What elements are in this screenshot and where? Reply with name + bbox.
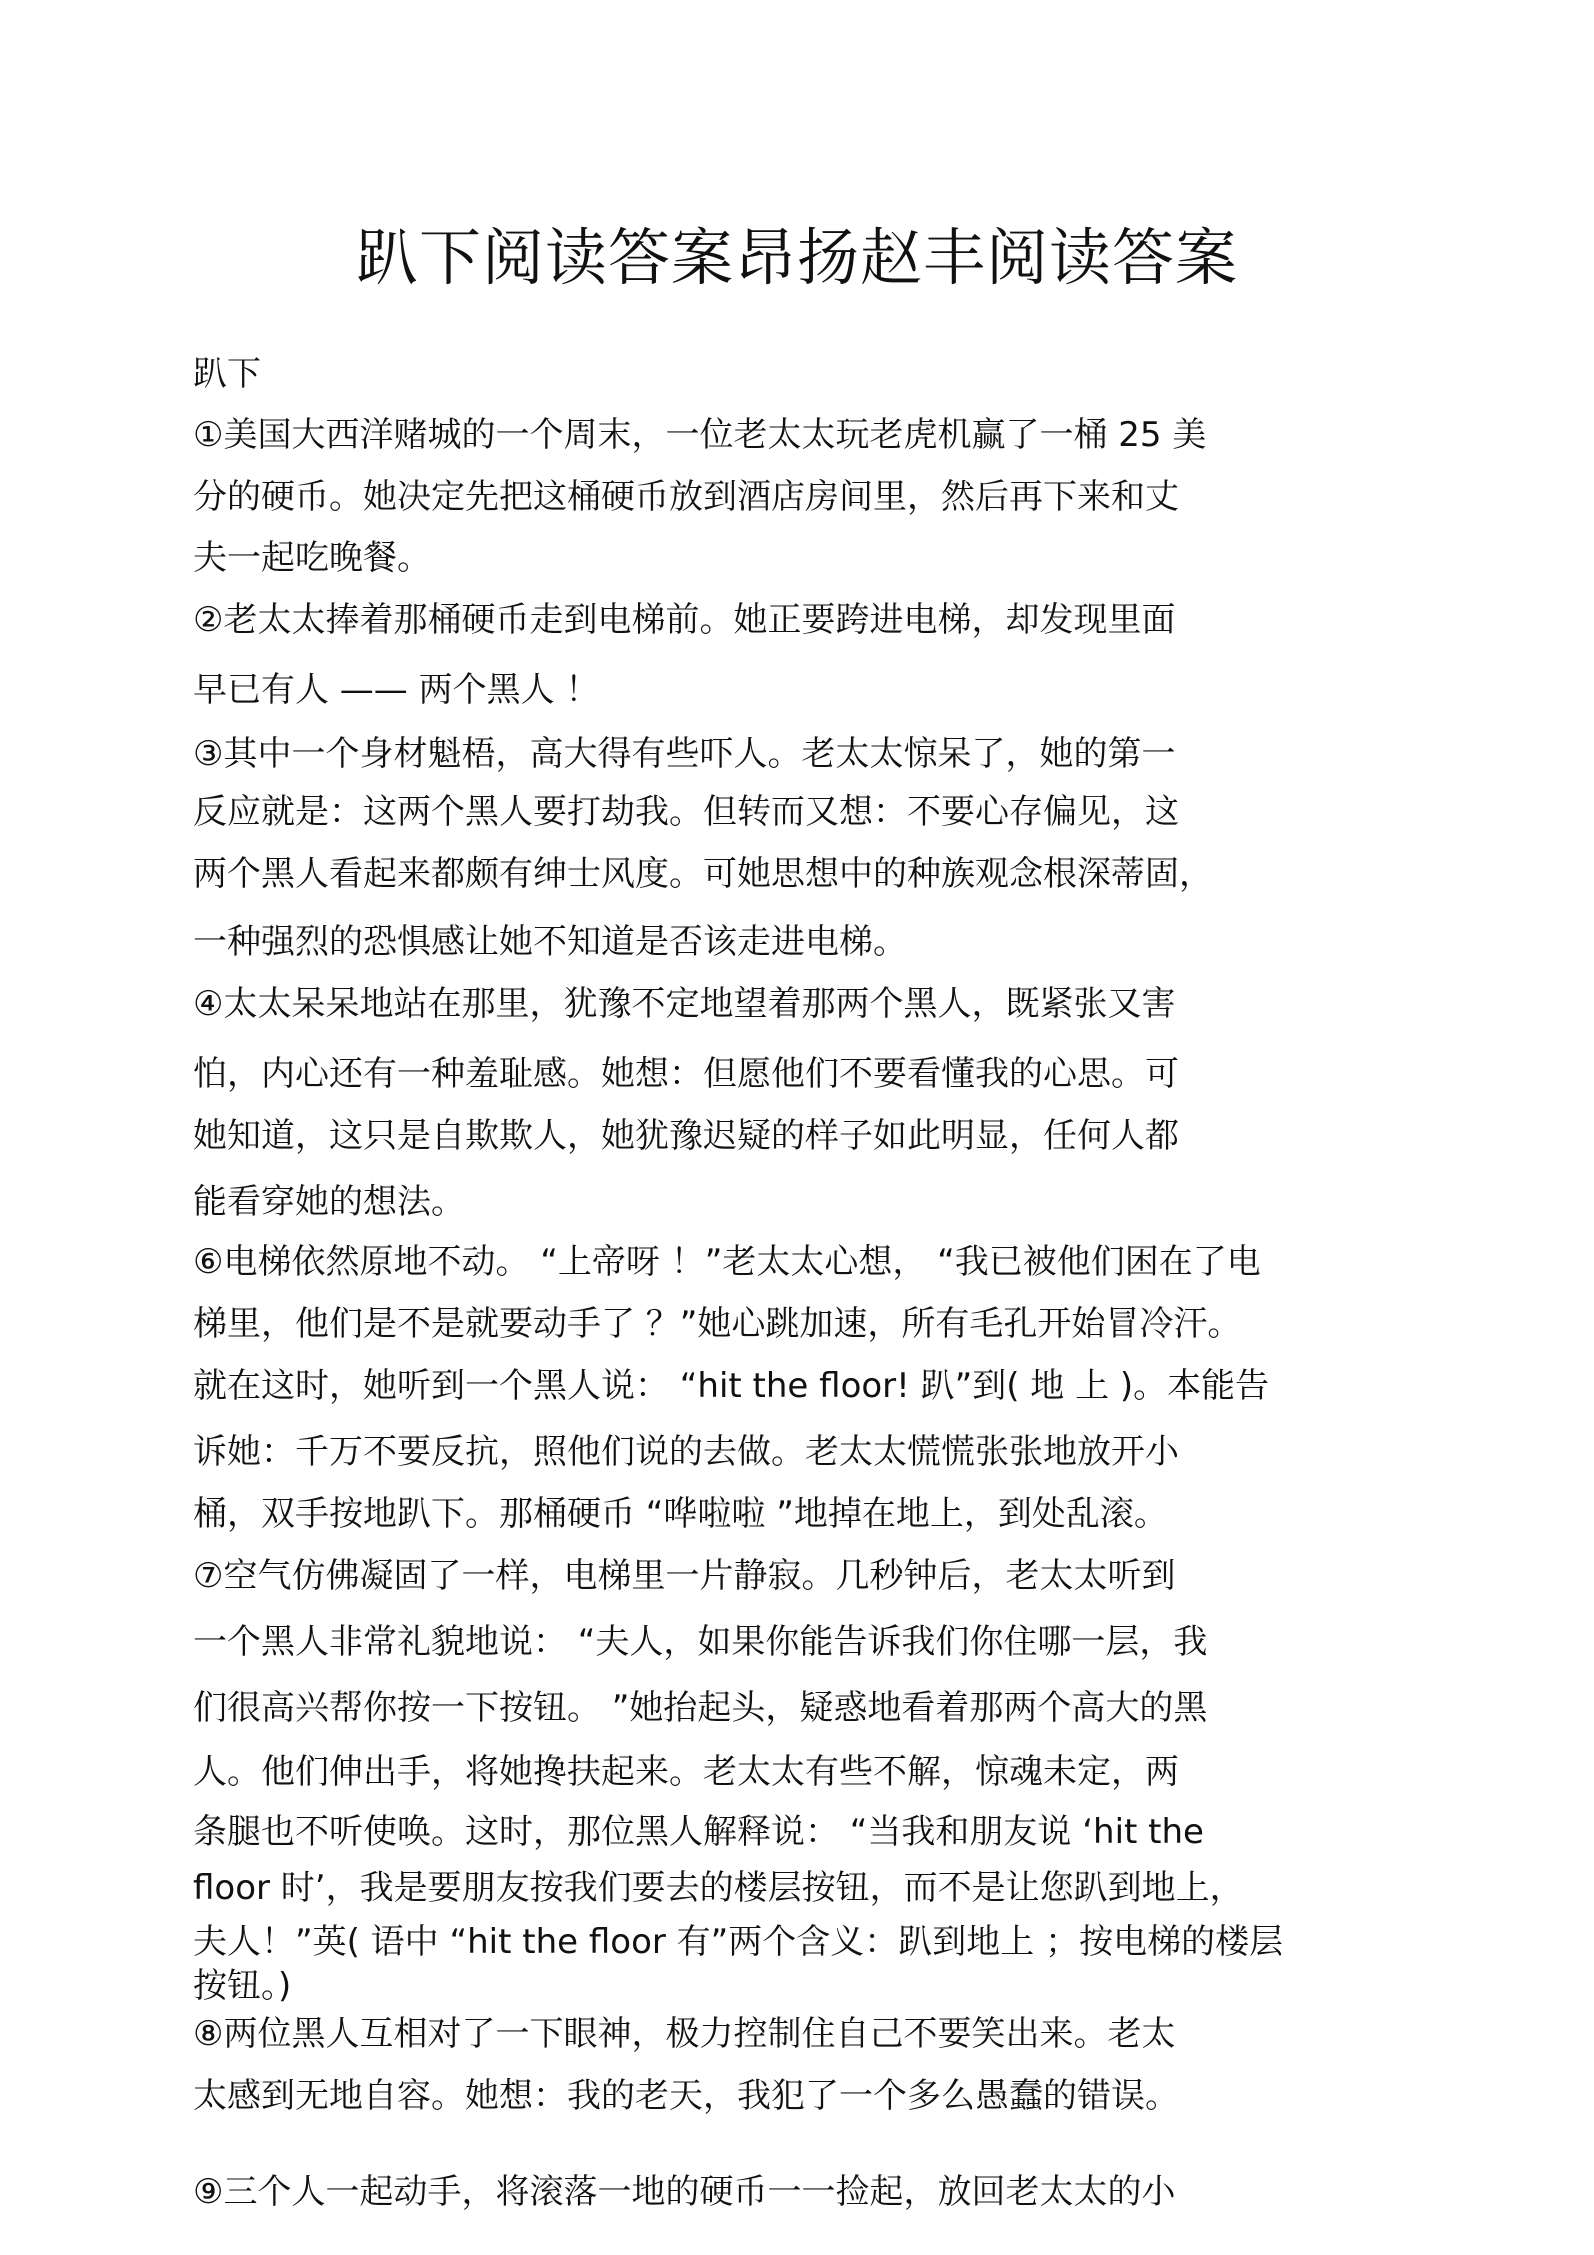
text-line: ③其中一个身材魁梧，高大得有些吓人。老太太惊呆了，她的第一 bbox=[193, 734, 1176, 774]
text-line: 她知道，这只是自欺欺人，她犹豫迟疑的样子如此明显，任何人都 bbox=[193, 1116, 1179, 1156]
text-line: 诉她：千万不要反抗，照他们说的去做。老太太慌慌张张地放开小 bbox=[193, 1432, 1179, 1472]
text-line: 分的硬币。她决定先把这桶硬币放到酒店房间里，然后再下来和丈 bbox=[193, 477, 1179, 517]
text-line: ②老太太捧着那桶硬币走到电梯前。她正要跨进电梯，却发现里面 bbox=[193, 600, 1176, 640]
text-line: 按钮。) bbox=[193, 1966, 292, 2006]
document-title: 趴下阅读答案昂扬赵丰阅读答案 bbox=[355, 221, 1238, 294]
text-line: 一种强烈的恐惧感让她不知道是否该走进电梯。 bbox=[193, 922, 907, 962]
text-line: 桶，双手按地趴下。那桶硬币 “哗啦啦 ”地掉在地上，到处乱滚。 bbox=[193, 1494, 1168, 1534]
text-line: 就在这时，她听到一个黑人说： “hit the floor! 趴”到( 地 上 )。本能告 bbox=[193, 1366, 1270, 1406]
text-line: 一个黑人非常礼貌地说： “夫人，如果你能告诉我们你住哪一层，我 bbox=[193, 1622, 1208, 1662]
text-line: 们很高兴帮你按一下按钮。 ”她抬起头，疑惑地看着那两个高大的黑 bbox=[193, 1688, 1208, 1728]
text-line: 人。他们伸出手，将她搀扶起来。老太太有些不解，惊魂未定，两 bbox=[193, 1752, 1179, 1792]
text-line: 夫一起吃晚餐。 bbox=[193, 538, 431, 578]
text-line: 能看穿她的想法。 bbox=[193, 1182, 465, 1222]
text-line: 梯里，他们是不是就要动手了 ？”她心跳加速，所有毛孔开始冒冷汗。 bbox=[193, 1304, 1242, 1344]
text-line: ⑨三个人一起动手，将滚落一地的硬币一一捡起，放回老太太的小 bbox=[193, 2172, 1176, 2212]
text-line: 条腿也不听使唤。这时，那位黑人解释说： “当我和朋友说 ‘hit the bbox=[193, 1812, 1204, 1852]
text-line: 反应就是：这两个黑人要打劫我。但转而又想：不要心存偏见，这 bbox=[193, 792, 1179, 832]
text-line: 怕，内心还有一种羞耻感。她想：但愿他们不要看懂我的心思。可 bbox=[193, 1054, 1179, 1094]
text-line: ④太太呆呆地站在那里，犹豫不定地望着那两个黑人，既紧张又害 bbox=[193, 984, 1176, 1024]
section-heading: 趴下 bbox=[193, 354, 261, 394]
text-line: ⑥电梯依然原地不动。 “上帝呀 ！”老太太心想， “我已被他们困在了电 bbox=[193, 1242, 1261, 1282]
text-line: 夫人！”英( 语中 “hit the floor 有”两个含义：趴到地上 ；按电梯的楼层 bbox=[193, 1922, 1284, 1962]
text-line: 早已有人 —— 两个黑人 ！ bbox=[193, 670, 600, 710]
text-line: ⑧两位黑人互相对了一下眼神，极力控制住自己不要笑出来。老太 bbox=[193, 2014, 1176, 2054]
text-line: floor 时’，我是要朋友按我们要去的楼层按钮，而不是让您趴到地上， bbox=[193, 1868, 1244, 1908]
text-line: ①美国大西洋赌城的一个周末，一位老太太玩老虎机赢了一桶 25 美 bbox=[193, 415, 1207, 455]
text-line: 太感到无地自容。她想：我的老天，我犯了一个多么愚蠢的错误。 bbox=[193, 2076, 1179, 2116]
text-line: ⑦空气仿佛凝固了一样，电梯里一片静寂。几秒钟后，老太太听到 bbox=[193, 1556, 1176, 1596]
text-line: 两个黑人看起来都颇有绅士风度。可她思想中的种族观念根深蒂固， bbox=[193, 854, 1213, 894]
